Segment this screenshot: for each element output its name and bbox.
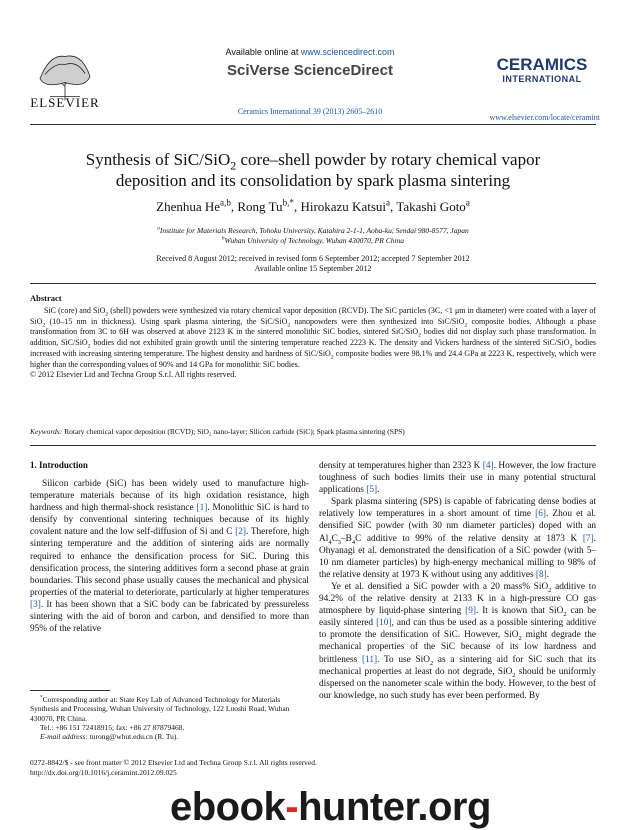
author[interactable]: Rong Tu — [237, 199, 283, 214]
affiliation-text: Institute for Materials Research, Tohoku University, Katahira 2-1-1, Aoba-ku, Sendai 980-8577, Japan — [159, 226, 469, 235]
abstract-body: SiC (core) and SiO$_2$ (shell) powders were synthesized via rotary chemical vapor deposition (RCVD). The SiC particles (3C, <1 μm in diameter) were coated with a layer of SiO$_2$ (10–15 nm in thickness). Using spark plasma sintering, the SiC/SiO$_2$ nanopowders were then synthesized into SiC/SiO$_2$ composite bodies. Although a phase transformation from 3C to 6H was observed at above 2123 K in the sintered monolithic SiC bodies, sintered SiC/SiO$_2$ bodies did not display such phase transformation. In addition, SiC/SiO$_2$ bodies did not exhibited grain growth until the sintering temperature reached 2223 K. The density and Vickers hardness of the sintered SiC/SiO$_2$ bodies increased with increasing sintering temperature. The highest density and hardness of SiC/SiO$_2$ composite bodies were 98.1% and 24.4 GPa at 2223 K, respectively, which were higher than the corresponding values of 90% and 14 GPa for monolithic SiC bodies. © 2012 Elsevier Ltd and Techna Group S.r.l. All rights reserved. — [30, 306, 597, 380]
article-title — [30, 149, 596, 191]
footnote-corr-text: Corresponding author at: State Key Lab of Advanced Technology for Materials Synthesis and Processing, Wuhan University of Technology, 122 Luoshi Road, Wuhan 430070, PR China. — [30, 695, 290, 723]
keywords — [30, 427, 596, 436]
author-sup: b,* — [282, 197, 294, 208]
author[interactable]: Hirokazu Katsui — [300, 199, 386, 214]
title-subscript: 2 — [230, 158, 237, 173]
watermark — [170, 785, 491, 830]
copyright-line: © 2012 Elsevier Ltd and Techna Group S.r.l. All rights reserved. — [30, 370, 237, 380]
footnote-email — [30, 732, 309, 741]
title-part: Synthesis of SiC/SiO — [85, 150, 231, 169]
email-link[interactable]: turong@whut.edu.cn (R. Tu). — [89, 732, 179, 742]
publisher-wordmark: ELSEVIER — [30, 95, 100, 110]
abstract-top-rule — [30, 283, 596, 284]
journal-citation[interactable]: Ceramics International 39 (2013) 2605–2610 — [237, 107, 383, 116]
watermark-left: ebook — [170, 785, 286, 829]
journal-logo-title: CERAMICS — [496, 55, 588, 74]
author-list: Zhenhua He$^{a,b}$, Rong $Tu^{b,*}$, Hirokazu Katsui$^a$, Takashi Goto$^a$ — [156, 197, 470, 214]
author[interactable]: Zhenhua He — [156, 199, 221, 214]
body-column-left — [30, 478, 309, 635]
paragraph: Silicon carbide (SiC) has been widely used to manufacture high-temperature materials because of its high oxidation resistance, high hardness and high thermal-shock resistance [1]. Monolithic SiC is hard to densify by conventional sintering techniques because of its highly covalent nature and the low self-diffusion of Si and C [2]. Therefore, high sintering temperature and the addition of sintering aids are normally required to enhance the densification process for SiC. During this densification process, the sintering additives form a second phase at grain boundaries. This second phase usually causes the mechanical and physical properties of the material to deteriorate, particularly at higher temperatures [3]. It has been shown that a SiC body can be fabricated by pressureless sintering with the aid of boron and carbon, and densified to more than 95% of the relative — [30, 479, 310, 635]
keywords-text: Rotary chemical vapor deposition (RCVD); SiO₂ nano-layer; Silicon carbide (SiC); Spark plasma sintering (SPS) — [64, 427, 405, 436]
platform-name: SciVerse ScienceDirect — [227, 62, 393, 79]
journal-logo-sub: INTERNATIONAL — [502, 74, 582, 84]
author-sup: a,b — [220, 197, 231, 208]
paragraph: Spark plasma sintering (SPS) is capable of fabricating dense bodies at relatively low temperatures in a short amount of time [6]. Zhou et al. densified SiC powder (with 30 nm diameter particles) doped with an $Al_4C_3-B_4C$ additive to 99% of the relative density at 1873 K [7]. Ohyanagi et al. demonstrated the densification of a SiC powder (with 5–10 nm diameter particles) by high-energy mechanical milling to 98% of the relative density at 1973 K without using any additives [8]. — [319, 497, 596, 580]
paragraph: density at temperatures higher than 2323 K [4]. However, the low fracture toughness of such bodies limits their use in many potential structural applications [5]. — [319, 461, 596, 496]
abstract-bottom-rule — [30, 445, 596, 446]
doi-link[interactable]: http://dx.doi.org/10.1016/j.ceramint.2012.09.025 — [30, 767, 177, 777]
online-date: Available online 15 September 2012 — [254, 264, 372, 273]
section-heading: 1. Introduction — [30, 460, 88, 470]
author[interactable]: Takashi Goto — [396, 199, 466, 214]
watermark-dash: - — [285, 785, 299, 829]
available-prefix: Available online at — [225, 47, 301, 57]
received-dates: Received 8 August 2012; received in revised form 6 September 2012; accepted 7 September 2012 — [156, 254, 470, 263]
footnote-rule — [30, 690, 110, 691]
keywords-label: Keywords: — [30, 427, 63, 436]
title-line-2: deposition and its consolidation by spark plasma sintering — [115, 171, 511, 190]
footnote — [30, 695, 309, 741]
footnote-tel: Tel.: +86 151 72418915; fax: +86 27 87879468. — [40, 722, 185, 732]
affiliation-b: $^b$Wuhan University of Technology, Wuhan 430070, PR China — [221, 235, 405, 245]
journal-logo — [488, 56, 596, 84]
affiliation-a: $^a$Institute for Materials Research, Tohoku University, Katahira 2-1-1, Aoba-ku, Sendai 980-8577, Japan — [157, 225, 469, 235]
author-sup: a — [386, 197, 391, 208]
title-part: core–shell powder by rotary chemical vapor — [236, 150, 541, 169]
watermark-right: hunter.org — [298, 785, 491, 829]
issn-block — [30, 758, 317, 777]
email-label: E-mail address: — [40, 732, 88, 742]
body-column-right — [319, 460, 596, 702]
header-rule — [30, 124, 596, 125]
paragraph: Ye et al. densified a SiC powder with a 20 mass% SiO$_2$ additive to 94.2% of the relative density at 2133 K in a high-pressure CO gas atmosphere by liquid-phase sintering [9]. It is known that SiO$_2$ can be easily sintered [10], and can thus be used as a possible sintering additive to promote the densification of SiC. However, SiO$_2$ might degrade the mechanical properties of the SiC because of its low hardness and brittleness [11]. To use SiO$_2$ as a sintering aid for SiC such that its mechanical properties at least do not degrade, SiO$_2$ should be uniformly dispersed on the nanometer scale within the body. However, to the best of our knowledge, no such study has ever been performed. By — [319, 581, 597, 701]
author-sup: a — [465, 197, 470, 208]
footnote-corr: *Corresponding author at: State Key Lab of Advanced Technology for Materials Synthesis and Processing, Wuhan University of Technology, 122 Luoshi Road, Wuhan 430070, PR China. — [30, 694, 290, 723]
journal-url-link[interactable]: www.elsevier.com/locate/ceramint — [489, 113, 600, 122]
affiliation-text: Wuhan University of Technology, Wuhan 430070, PR China — [224, 236, 405, 245]
abstract-heading: Abstract — [30, 293, 62, 303]
sciencedirect-link[interactable]: www.sciencedirect.com — [300, 47, 395, 57]
issn-line: 0272-8842/$ - see front matter © 2012 Elsevier Ltd and Techna Group S.r.l. All rights reserved. — [30, 758, 317, 767]
